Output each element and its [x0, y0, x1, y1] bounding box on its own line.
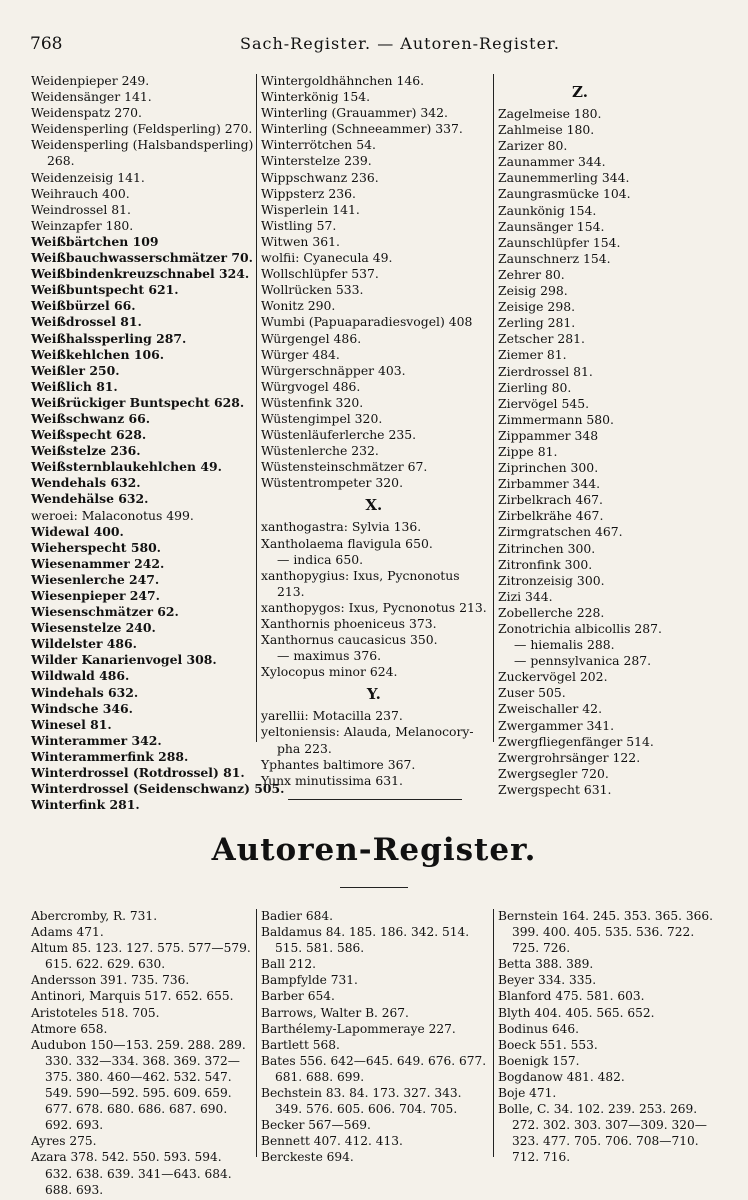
index-entry: Adams 471. — [31, 925, 104, 940]
index-entry: Weißbauchwasserschmätzer 70. — [31, 250, 253, 266]
index-entry: Azara 378. 542. 550. 593. 594. 632. 638. 639. 341—643. 684. 688. 693. — [31, 1150, 232, 1197]
index-entry: Bartlett 568. — [261, 1037, 340, 1052]
index-entry: Winterdrossel (Seidenschwanz) 505. — [31, 781, 285, 797]
index-entry: Badier 684. — [261, 909, 333, 923]
index-entry: Zeisig 298. — [498, 283, 568, 299]
index-entry: Wonitz 290. — [261, 298, 336, 314]
index-entry: Zaunsänger 154. — [498, 218, 605, 234]
index-entry: Weidensänger 141. — [31, 89, 152, 105]
index-entry: Weinzapfer 180. — [31, 217, 134, 233]
index-entry: Witwen 361. — [261, 233, 340, 249]
index-entry: Zarizer 80. — [498, 138, 568, 154]
index-entry: Weißspecht 628. — [31, 427, 147, 443]
index-entry: Bolle, C. 34. 102. 239. 253. 269. 272. 302. 303. 307—309. 320—323. 477. 705. 706. 708—710. 712. 716. — [498, 1102, 707, 1165]
column-divider — [256, 909, 257, 1157]
index-entry: weroei: Malaconotus 499. — [31, 507, 194, 523]
index-entry: Weidenspatz 270. — [31, 105, 142, 121]
index-entry: Boje 471. — [498, 1086, 557, 1101]
index-entry: Wollrücken 533. — [261, 282, 364, 298]
index-entry: Wieherspecht 580. — [31, 539, 161, 555]
index-entry: Wüstenlerche 232. — [261, 443, 379, 459]
index-entry: — pennsylvanica 287. — [514, 653, 652, 669]
index-entry: Zaunschlüpfer 154. — [498, 234, 621, 250]
index-entry: Zaunschnerz 154. — [498, 250, 611, 266]
index-entry: Bodinus 646. — [498, 1021, 579, 1036]
index-entry: — indica 650. — [277, 551, 364, 567]
index-entry: Zaunemmerling 344. — [498, 170, 630, 186]
index-entry: Baldamus 84. 185. 186. 342. 514. 515. 581. 586. — [261, 925, 470, 956]
index-entry: Becker 567—569. — [261, 1118, 371, 1133]
index-entry: Zippe 81. — [498, 443, 558, 459]
index-entry: Winterling (Grauammer) 342. — [261, 105, 448, 121]
section-separator-rule — [288, 799, 462, 800]
index-entry: Weißbuntspecht 621. — [31, 282, 179, 298]
index-entry: Zwergfliegenfänger 514. — [498, 733, 654, 749]
index-entry: Zirbammer 344. — [498, 476, 601, 492]
index-entry: Zetscher 281. — [498, 331, 585, 347]
index-entry: Zaunammer 344. — [498, 154, 606, 170]
index-entry: Wiesenlerche 247. — [31, 571, 160, 587]
index-entry: Zeisige 298. — [498, 299, 576, 315]
index-entry: Zippammer 348 — [498, 427, 599, 443]
title-underline-rule — [340, 887, 408, 888]
index-entry: Ball 212. — [261, 957, 317, 972]
index-entry: Wilder Kanarienvogel 308. — [31, 652, 217, 668]
index-entry: Boenigk 157. — [498, 1053, 580, 1068]
index-entry: 268. — [47, 153, 75, 169]
index-entry: yarellii: Motacilla 237. — [261, 708, 403, 724]
column-divider — [493, 74, 494, 742]
index-entry: Winterammerfink 288. — [31, 748, 189, 764]
index-entry: Bogdanow 481. 482. — [498, 1069, 625, 1084]
index-entry: Zehrer 80. — [498, 266, 565, 282]
index-entry: Zwergspecht 631. — [498, 781, 612, 797]
index-entry: Winesel 81. — [31, 716, 112, 732]
index-entry: Wüstengimpel 320. — [261, 410, 383, 426]
index-entry: Weißsternblaukehlchen 49. — [31, 459, 222, 475]
index-entry: Widewal 400. — [31, 523, 124, 539]
index-entry: Weihrauch 400. — [31, 185, 130, 201]
index-entry: Zitronzeisig 300. — [498, 572, 605, 588]
index-entry: pha 223. — [277, 740, 332, 756]
index-entry: Wendehälse 632. — [31, 491, 149, 507]
letter-heading-z: Z. — [572, 83, 588, 101]
index-entry: Zahlmeise 180. — [498, 122, 595, 138]
index-entry: Zitronfink 300. — [498, 556, 593, 572]
index-entry: Weidenpieper 249. — [31, 73, 150, 88]
index-entry: — hiemalis 288. — [514, 637, 615, 653]
index-entry: Wippsterz 236. — [261, 185, 356, 201]
index-entry: Zirmgratschen 467. — [498, 524, 623, 540]
index-entry: Winterrötchen 54. — [261, 137, 376, 153]
index-entry: Wiesenstelze 240. — [31, 620, 156, 636]
index-entry: Xanthornus caucasicus 350. — [261, 632, 438, 648]
autoren-register-column-3 — [498, 908, 724, 1166]
index-entry: Bechstein 83. 84. 173. 327. 343. 349. 576. 605. 606. 704. 705. — [261, 1086, 462, 1117]
index-entry: Weidensperling (Feldsperling) 270. — [31, 121, 253, 137]
index-entry: Ziemer 81. — [498, 347, 567, 363]
index-entry: Zaunkönig 154. — [498, 202, 597, 218]
autoren-register-column-2 — [261, 908, 487, 1166]
running-head: Sach-Register. — Autoren-Register. — [240, 34, 561, 53]
autoren-register-column-1 — [31, 908, 251, 1198]
index-entry: Zuckervögel 202. — [498, 669, 608, 685]
sach-register-column-2 — [261, 73, 487, 789]
index-entry: Weißbürzel 66. — [31, 298, 136, 314]
index-entry: Weißdrossel 81. — [31, 314, 142, 330]
index-entry: Zonotrichia albicollis 287. — [498, 621, 663, 636]
index-entry: Barrows, Walter B. 267. — [261, 1005, 409, 1020]
index-entry: Weidensperling (Halsbandsperling) — [31, 137, 254, 153]
index-entry: Atmore 658. — [31, 1021, 108, 1036]
index-entry: Würgerschnäpper 403. — [261, 362, 406, 378]
index-entry: Wüstenfink 320. — [261, 394, 364, 410]
index-entry: Ziervögel 545. — [498, 395, 590, 411]
page-number: 768 — [30, 34, 63, 54]
index-entry: Weißbärtchen 109 — [31, 233, 159, 249]
index-entry: Wüstensteinschmätzer 67. — [261, 459, 428, 475]
index-entry: Zirbelkrähe 467. — [498, 508, 604, 524]
index-entry: Würger 484. — [261, 346, 340, 362]
index-entry: Zitrinchen 300. — [498, 540, 596, 556]
index-entry: Weißbindenkreuzschnabel 324. — [31, 266, 250, 282]
index-entry: Weißschwanz 66. — [31, 410, 151, 426]
index-entry: Wiesenschmätzer 62. — [31, 604, 179, 620]
index-entry: Ayres 275. — [31, 1134, 97, 1149]
index-entry: Bampfylde 731. — [261, 973, 358, 988]
index-entry: Beyer 334. 335. — [498, 973, 597, 988]
index-entry: Wumbi (Papuaparadiesvogel) 408 — [261, 314, 473, 330]
index-entry: Winterdrossel (Rotdrossel) 81. — [31, 765, 245, 781]
index-entry: Wüstentrompeter 320. — [261, 475, 404, 491]
index-entry: Winterstelze 239. — [261, 153, 372, 169]
index-entry: Xantholaema flavigula 650. — [261, 535, 433, 551]
index-entry: wolfii: Cyanecula 49. — [261, 250, 393, 266]
index-entry: Wildwald 486. — [31, 668, 130, 684]
index-entry: Weißstelze 236. — [31, 443, 141, 459]
index-entry: Zagelmeise 180. — [498, 106, 602, 121]
index-entry: Bernstein 164. 245. 353. 365. 366. 399. 400. 405. 535. 536. 722. 725. 726. — [498, 909, 714, 956]
index-entry: xanthogastra: Sylvia 136. — [261, 519, 422, 535]
index-entry: Zizi 344. — [498, 588, 553, 604]
column-divider — [493, 909, 494, 1157]
index-entry: Zirbelkrach 467. — [498, 492, 603, 508]
index-entry: Bates 556. 642—645. 649. 676. 677. 681. 688. 699. — [261, 1053, 487, 1084]
index-entry: Weißlich 81. — [31, 378, 118, 394]
index-entry: Xanthornis phoeniceus 373. — [261, 616, 437, 631]
index-entry: Barber 654. — [261, 989, 335, 1004]
index-entry: Altum 85. 123. 127. 575. 577—579. 615. 622. 629. 630. — [31, 941, 251, 972]
index-entry: Weißkehlchen 106. — [31, 346, 165, 362]
index-entry: Yphantes baltimore 367. — [261, 756, 416, 772]
sach-register-column-3 — [498, 78, 662, 798]
index-entry: Wintergoldhähnchen 146. — [261, 73, 425, 88]
index-entry: Weißhalssperling 287. — [31, 330, 187, 346]
index-entry: Weißrückiger Buntspecht 628. — [31, 394, 245, 410]
index-entry: Wollschlüpfer 537. — [261, 266, 379, 282]
index-entry: Abercromby, R. 731. — [31, 909, 158, 923]
index-entry: Betta 388. 389. — [498, 957, 594, 972]
index-entry: Bennett 407. 412. 413. — [261, 1134, 403, 1149]
index-entry: Winterkönig 154. — [261, 89, 371, 105]
index-entry: Antinori, Marquis 517. 652. 655. — [31, 989, 234, 1004]
index-entry: Winterfink 281. — [31, 797, 140, 813]
index-entry: Boeck 551. 553. — [498, 1037, 598, 1052]
autoren-register-title: Autoren-Register. — [211, 832, 537, 868]
index-entry: Zerling 281. — [498, 315, 576, 331]
index-entry: Zuser 505. — [498, 685, 566, 701]
index-entry: xanthopygos: Ixus, Pycnonotus 213. — [261, 599, 487, 615]
index-entry: Audubon 150—153. 259. 288. 289. 330. 332—334. 368. 369. 372—375. 380. 460—462. 532. 547. 549. 590—592. 595. 609. 659. 677. 678. 680. 686. 687. 690. 692. 693. — [31, 1037, 246, 1133]
letter-heading-x: X. — [365, 496, 383, 515]
index-entry: Zwergammer 341. — [498, 717, 615, 733]
index-entry: Weißler 250. — [31, 362, 120, 378]
letter-heading-y: Y. — [366, 685, 381, 704]
index-entry: Wisperlein 141. — [261, 201, 360, 217]
index-entry: Wiesenpieper 247. — [31, 588, 160, 603]
index-entry: Wistling 57. — [261, 217, 337, 233]
index-entry: Würgvogel 486. — [261, 378, 361, 394]
index-entry: Aristoteles 518. 705. — [31, 1005, 160, 1020]
index-entry: Windehals 632. — [31, 684, 139, 700]
index-entry: Blanford 475. 581. 603. — [498, 989, 645, 1004]
index-entry: yeltoniensis: Alauda, Melanocory- — [261, 724, 474, 740]
index-entry: Andersson 391. 735. 736. — [31, 973, 190, 988]
index-entry: Zaungrasmücke 104. — [498, 186, 631, 202]
index-entry: Zierling 80. — [498, 379, 572, 395]
index-entry: Barthélemy-Lapommeraye 227. — [261, 1021, 456, 1036]
index-entry: Winterling (Schneeammer) 337. — [261, 121, 463, 137]
index-entry: Weidenzeisig 141. — [31, 169, 145, 185]
index-entry: Wiesenammer 242. — [31, 555, 165, 571]
sach-register-column-1 — [31, 73, 284, 813]
index-entry: Wüstenläuferlerche 235. — [261, 427, 417, 443]
index-entry: Zweischaller 42. — [498, 701, 603, 717]
index-entry: Wippschwanz 236. — [261, 169, 379, 185]
index-entry: Zimmermann 580. — [498, 411, 614, 427]
index-entry: Zwergrohrsänger 122. — [498, 749, 641, 765]
index-entry: Berckeste 694. — [261, 1150, 354, 1165]
index-entry: Wendehals 632. — [31, 475, 141, 491]
index-entry: Windsche 346. — [31, 700, 133, 716]
index-entry: Zobellerche 228. — [498, 604, 605, 620]
column-divider — [256, 74, 257, 742]
index-entry: Zierdrossel 81. — [498, 363, 593, 379]
index-entry: xanthopygius: Ixus, Pycnonotus — [261, 567, 460, 583]
index-entry: Zwergsegler 720. — [498, 765, 609, 781]
index-entry: Winterammer 342. — [31, 732, 162, 748]
index-entry: Ziprinchen 300. — [498, 460, 599, 476]
index-entry: Yunx minutissima 631. — [261, 772, 403, 788]
index-entry: Blyth 404. 405. 565. 652. — [498, 1005, 655, 1020]
index-entry: Wildelster 486. — [31, 636, 137, 652]
index-entry: Weindrossel 81. — [31, 201, 131, 217]
index-entry: Xylocopus minor 624. — [261, 664, 398, 680]
index-entry: Würgengel 486. — [261, 330, 362, 346]
index-entry: — maximus 376. — [277, 648, 382, 664]
index-entry: 213. — [277, 583, 305, 599]
